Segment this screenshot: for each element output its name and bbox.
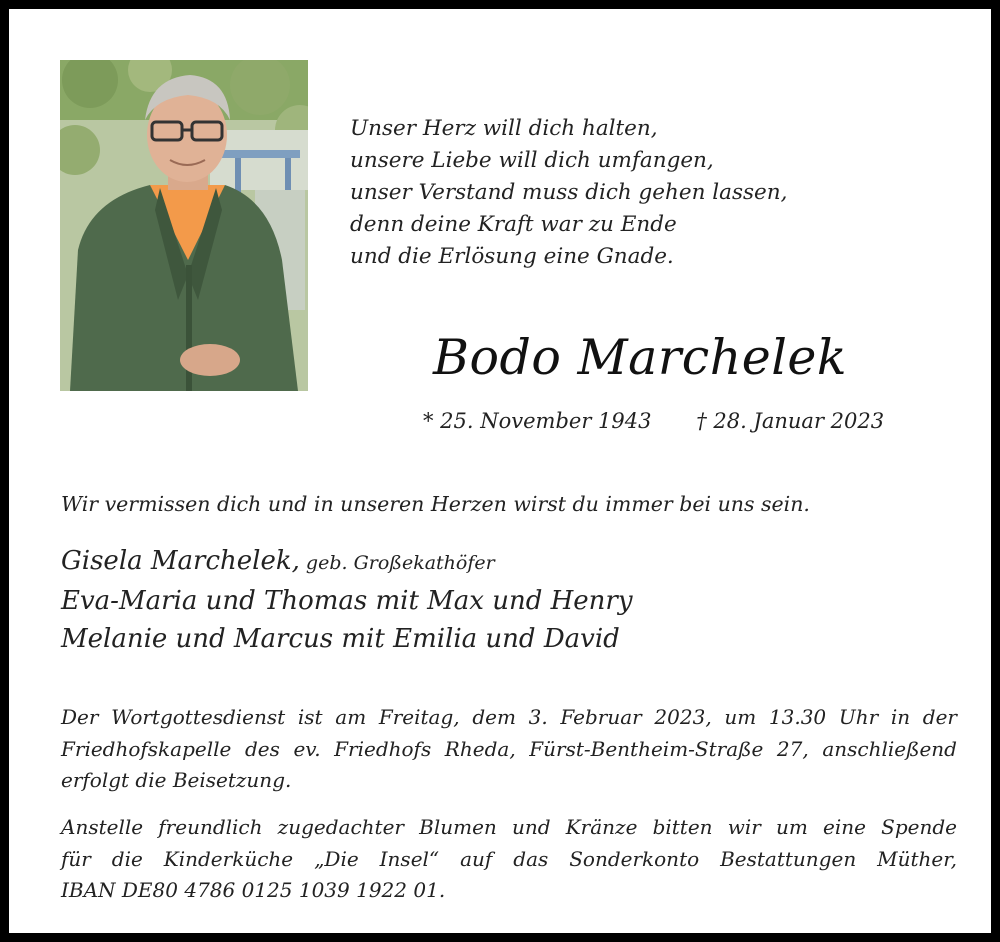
poem-line: denn deine Kraft war zu Ende <box>350 212 677 237</box>
family-list <box>61 542 633 658</box>
donation-info <box>61 812 957 907</box>
poem <box>350 113 787 273</box>
donation-line: IBAN DE80 4786 0125 1039 1922 01. <box>61 878 446 902</box>
deceased-name: Bodo Marchelek <box>433 329 848 386</box>
memorial-message: Wir vermissen dich und in unseren Herzen wirst du immer bei uns sein. <box>61 492 810 516</box>
service-line: erfolgt die Beisetzung. <box>61 768 292 792</box>
poem-line: und die Erlösung eine Gnade. <box>350 244 674 269</box>
service-info <box>61 702 957 797</box>
portrait-photo <box>60 60 308 391</box>
birth-date: * 25. November 1943 <box>423 409 652 433</box>
family-line <box>61 542 633 582</box>
poem-line: unsere Liebe will dich umfangen, <box>350 148 714 173</box>
death-date: † 28. Januar 2023 <box>696 409 885 433</box>
service-line: Friedhofskapelle des ev. Friedhofs Rheda, Fürst-Bentheim-Straße 27, anschließend <box>61 736 957 761</box>
service-line: Der Wortgottesdienst ist am Freitag, dem 3. Februar 2023, um 13.30 Uhr in der <box>61 705 957 729</box>
maiden-name: geb. Großekathöfer <box>299 552 495 574</box>
poem-line: Unser Herz will dich halten, <box>350 116 658 141</box>
family-name-gisela: Gisela Marchelek, <box>61 546 300 576</box>
donation-line: für die Kinderküche „Die Insel“ auf das Sonderkonto Bestattungen Müther, <box>61 846 957 871</box>
family-line: Melanie und Marcus mit Emilia und David <box>61 624 620 654</box>
poem-line: unser Verstand muss dich gehen lassen, <box>350 180 788 205</box>
family-line: Eva-Maria und Thomas mit Max und Henry <box>61 586 633 616</box>
life-dates <box>423 409 884 433</box>
donation-line: Anstelle freundlich zugedachter Blumen und Kränze bitten wir um eine Spende <box>61 815 957 839</box>
